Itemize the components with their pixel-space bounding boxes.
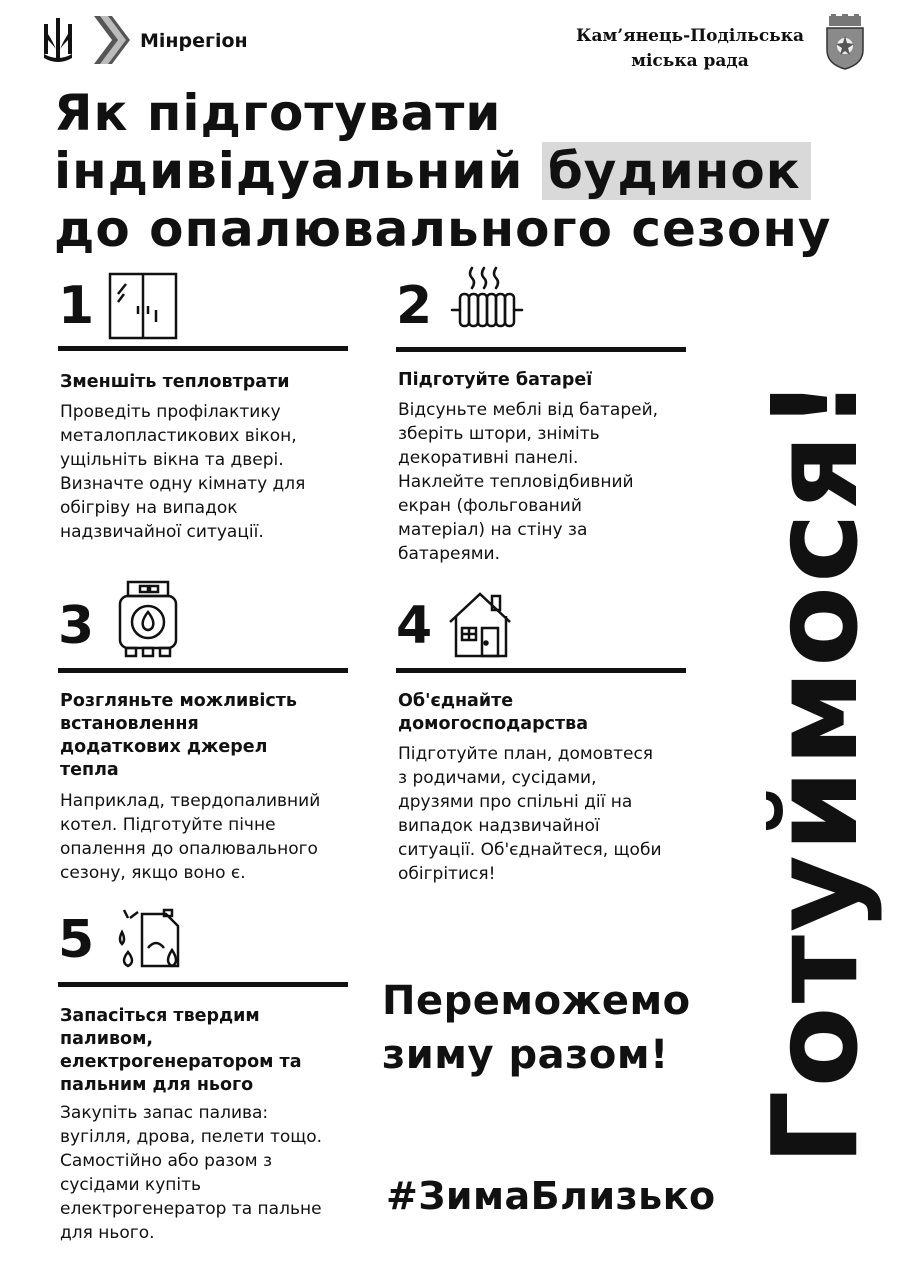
vertical-banner-text: Готуймося! [746,374,884,1166]
boiler-icon [116,580,180,660]
step-number: 5 [58,910,95,970]
city-council-name: Кам’янець-Подільська міська рада [575,26,805,71]
step-heading: Підготуйте батареї [398,370,593,390]
ministry-name: Мінрегіон [140,30,248,52]
step-number: 4 [396,596,433,656]
step-number: 2 [396,276,433,336]
step-body: Закупіть запас палива: вугілля, дрова, пелети тощо. Самостійно або разом з сусідами купіть електрогенератор та пальне для нього. [60,1103,323,1243]
hashtag: #ЗимаБлизько [386,1174,716,1218]
city-coat-of-arms-icon [823,14,867,70]
house-icon [448,590,514,658]
step-number: 1 [58,276,95,336]
chevron-right-icon [92,14,132,66]
fuel-canister-icon [116,908,188,970]
title-highlight: будинок [542,142,811,200]
radiator-icon [450,264,526,330]
step-body: Проведіть профілактику металопластикових вікон, ущільніть вікна та двері. Визначте одну кімнату для обігріву на випадок надзвичайної ситуації. [60,402,306,542]
divider [58,668,348,673]
step-heading: Об'єднайте домогосподарства [398,691,589,734]
window-icon [108,272,180,342]
step-heading: Розгляньте можливість встановлення додаткових джерел тепла [60,691,297,780]
step-heading: Запасіться твердим паливом, електрогенератором та пальним для нього [60,1006,302,1095]
divider [58,982,348,987]
divider [396,668,686,673]
slogan: Переможемо зиму разом! [382,978,691,1078]
step-body: Підготуйте план, домовтеся з родичами, сусідами, друзями про спільні дії на випадок надзвичайної ситуації. Об'єднайтеся, щоби обігрітися! [398,744,662,884]
step-heading: Зменшіть тепловтрати [60,372,290,392]
step-body: Відсуньте меблі від батарей, зберіть штори, зніміть декоративні панелі. Наклейте тепловідбивний екран (фольгований матеріал) на стіну за батареями. [398,400,659,564]
step-body: Наприклад, твердопаливний котел. Підготуйте пічне опалення до опалювального сезону, якщо воно є. [60,791,321,883]
divider [396,347,686,352]
step-number: 3 [58,596,95,656]
vertical-banner [740,330,890,1210]
page-title: Як підготувати індивідуальний будинок до опалювального сезону [54,84,832,258]
divider [58,346,348,351]
